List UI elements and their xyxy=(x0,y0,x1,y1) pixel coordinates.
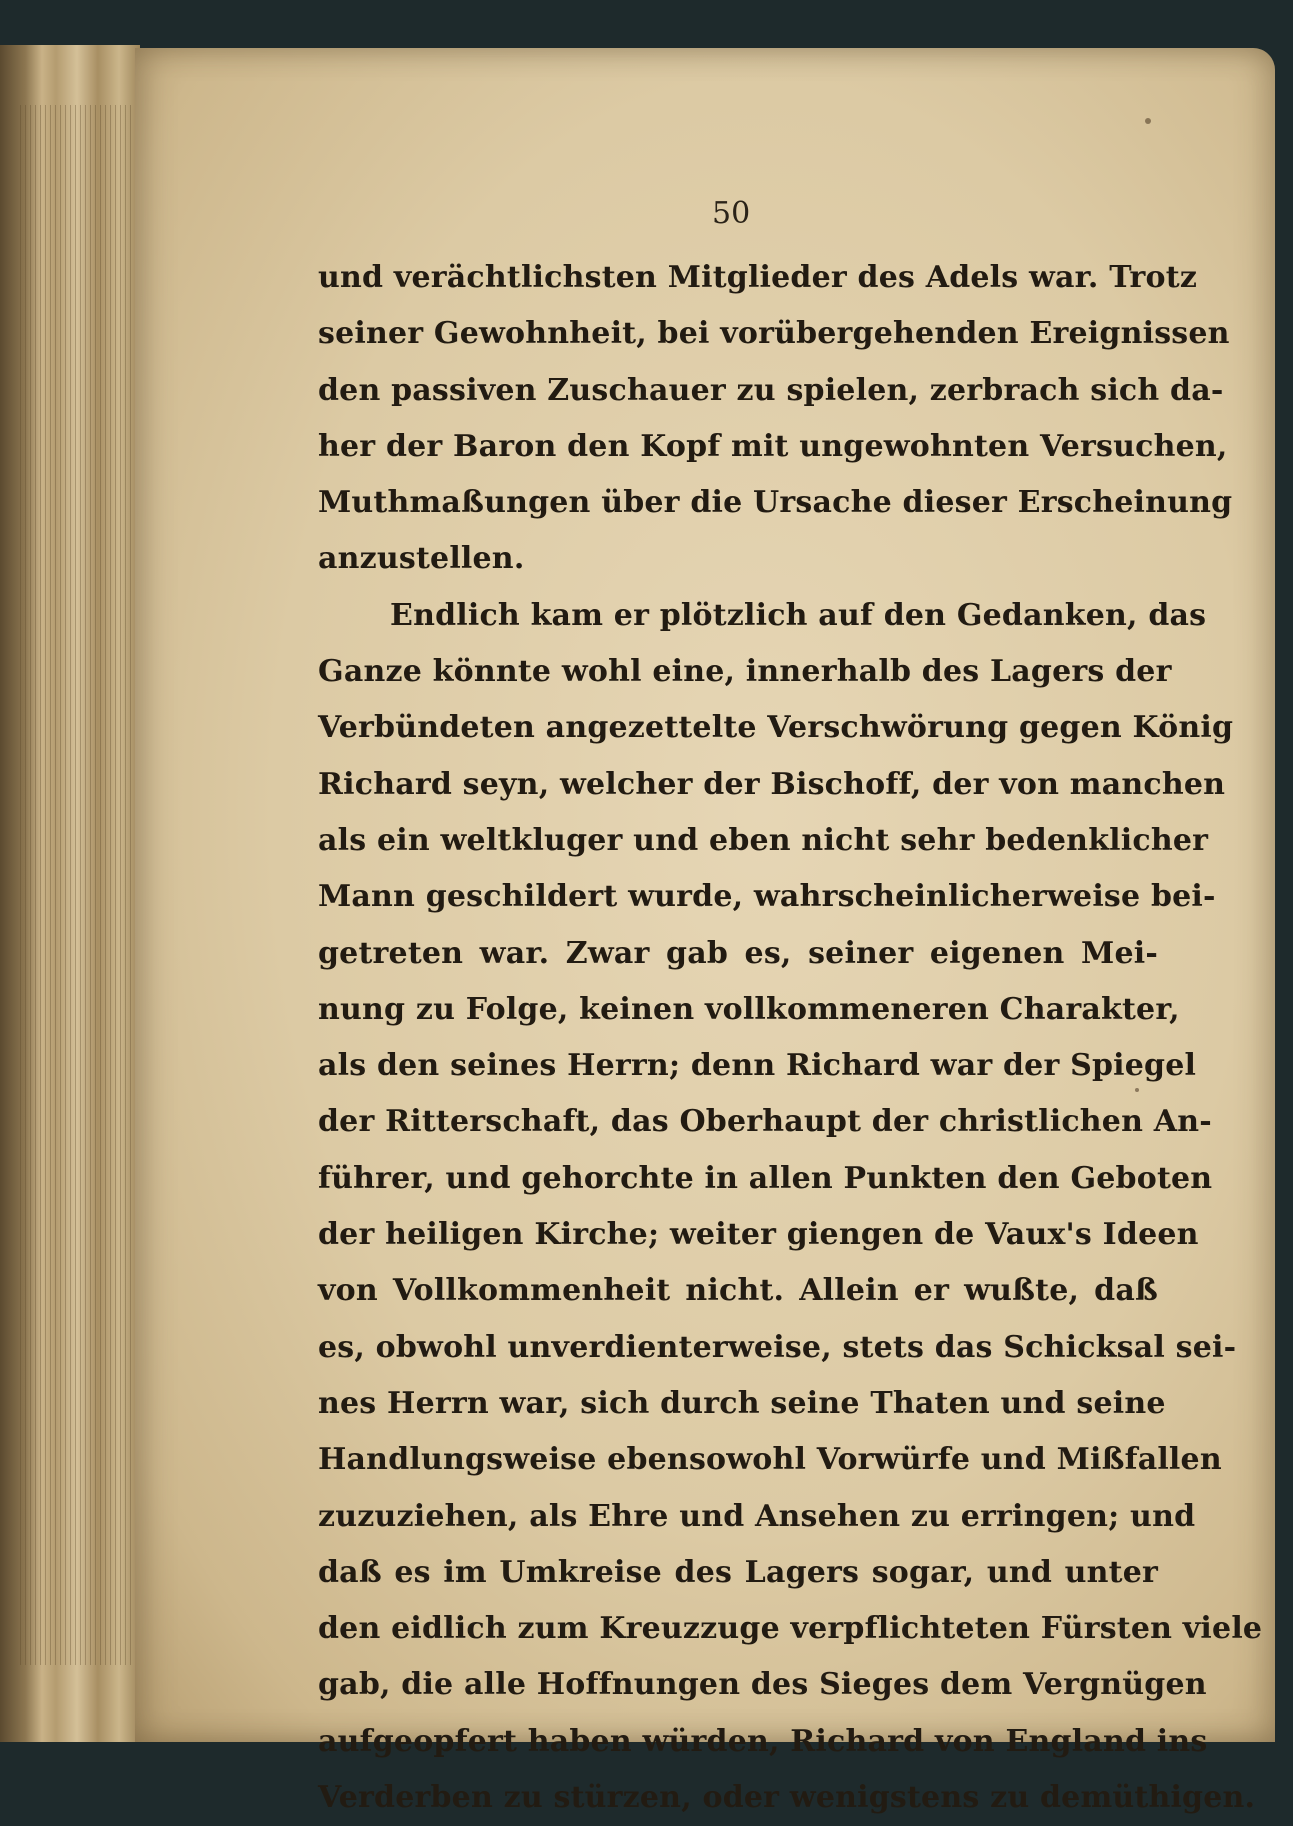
paper-spot xyxy=(1145,118,1151,124)
text-line: gab, die alle Hoffnungen des Sieges dem Vergnügen xyxy=(318,1667,1207,1703)
text-line: nung zu Folge, keinen vollkommeneren Charakter, xyxy=(318,991,1180,1027)
text-line: Mann geschildert wurde, wahrscheinlicherweise bei- xyxy=(318,879,1216,915)
page-edges xyxy=(0,45,140,1742)
page-edge-lines xyxy=(20,105,135,1665)
text-line: Handlungsweise ebensowohl Vorwürfe und Mißfallen xyxy=(318,1442,1222,1478)
text-line: der Ritterschaft, das Oberhaupt der christlichen An- xyxy=(318,1104,1212,1140)
text-line: und verächtlichsten Mitglieder des Adels war. Trotz xyxy=(318,260,1198,295)
text-line: es, obwohl unverdienterweise, stets das Schicksal sei- xyxy=(318,1329,1237,1365)
text-line: Ganze könnte wohl eine, innerhalb des Lagers der xyxy=(318,654,1172,690)
paragraph-start-line: Endlich kam er plötzlich auf den Gedanken, das xyxy=(390,597,1207,633)
text-line: den eidlich zum Kreuzzuge verpflichteten Fürsten viele xyxy=(318,1611,1263,1647)
text-line: führer, und gehorchte in allen Punkten den Geboten xyxy=(318,1160,1213,1196)
text-line: seiner Gewohnheit, bei vorübergehenden Ereignissen xyxy=(318,316,1230,352)
text-line: den passiven Zuschauer zu spielen, zerbrach sich da- xyxy=(318,372,1224,408)
text-line: anzustellen. xyxy=(318,541,525,577)
text-line: Verderben zu stürzen, oder wenigstens zu demüthigen. xyxy=(318,1780,1256,1816)
text-line: als den seines Herrn; denn Richard war der Spiegel xyxy=(318,1048,1197,1084)
text-line: Verbündeten angezettelte Verschwörung gegen König xyxy=(318,710,1234,746)
text-line: als ein weltkluger und eben nicht sehr bedenklicher xyxy=(318,822,1209,858)
text-line: zuzuziehen, als Ehre und Ansehen zu erringen; und xyxy=(318,1498,1196,1534)
text-line: Muthmaßungen über die Ursache dieser Erscheinung xyxy=(318,485,1233,521)
text-line: von Vollkommenheit nicht. Allein er wußte, daß xyxy=(318,1273,1158,1309)
text-line: aufgeopfert haben würden, Richard von England ins xyxy=(318,1723,1208,1759)
text-line: getreten war. Zwar gab es, seiner eigenen Mei- xyxy=(318,935,1158,971)
body-text xyxy=(318,250,1263,1826)
text-line: her der Baron den Kopf mit ungewohnten Versuchen, xyxy=(318,428,1228,464)
text-line: nes Herrn war, sich durch seine Thaten und seine xyxy=(318,1385,1166,1421)
page-number: 50 xyxy=(712,196,751,231)
text-line: Richard seyn, welcher der Bischoff, der von manchen xyxy=(318,766,1226,802)
text-line: der heiligen Kirche; weiter giengen de Vaux's Ideen xyxy=(318,1217,1199,1253)
text-line: daß es im Umkreise des Lagers sogar, und unter xyxy=(318,1554,1158,1590)
